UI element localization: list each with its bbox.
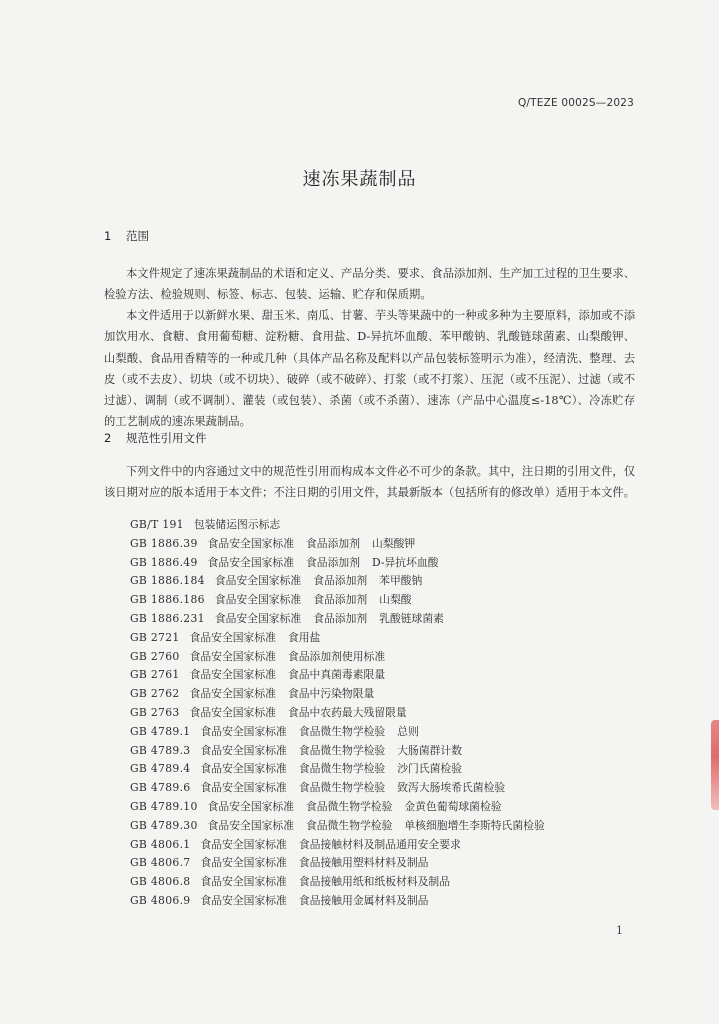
reference-code: GB 4806.1 xyxy=(130,837,191,851)
document-title: 速冻果蔬制品 xyxy=(302,169,417,190)
reference-code: GB 2762 xyxy=(130,687,180,701)
reference-title: 食品安全国家标准 xyxy=(189,649,276,663)
reference-sub: 食品添加剂使用标准 xyxy=(287,649,386,663)
reference-title: 食品安全国家标准 xyxy=(207,536,295,550)
reference-title: 食品安全国家标准 xyxy=(189,630,276,644)
reference-title: 食品安全国家标准 xyxy=(200,875,287,889)
reference-sub: 食品微生物学检验 xyxy=(298,724,386,738)
reference-code: GB 4789.4 xyxy=(130,762,191,776)
reference-item: 大肠菌群计数 xyxy=(397,743,463,757)
reference-sub: 食品接触用金属材料及制品 xyxy=(298,893,429,907)
reference-code: GB 4789.10 xyxy=(130,799,198,813)
reference-title: 食品安全国家标准 xyxy=(200,743,287,757)
reference-title: 食品安全国家标准 xyxy=(207,555,295,569)
reference-item: 沙门氏菌检验 xyxy=(397,762,463,776)
reference-title: 食品安全国家标准 xyxy=(214,593,302,607)
reference-code: GB 2761 xyxy=(130,668,180,682)
reference-sub: 食用盐 xyxy=(287,630,321,644)
reference-item xyxy=(130,685,557,704)
reference-item: 山梨酸 xyxy=(379,593,412,607)
reference-sub: 食品接触材料及制品通用安全要求 xyxy=(298,837,461,851)
reference-code: GB/T 191 xyxy=(130,518,184,531)
paragraph: 下列文件中的内容通过文中的规范性引用而构成本文件必不可少的条款。其中，注日期的引用文件，仅该日期对应的版本适用于本文件；不注日期的引用文件，其最新版本（包括所有的修改单）适用于本文件。 xyxy=(104,465,635,500)
reference-list xyxy=(130,516,557,911)
reference-code: GB 4806.8 xyxy=(130,875,191,889)
reference-sub: 食品微生物学检验 xyxy=(306,818,393,832)
paragraph: 本文件适用于以新鲜水果、甜玉米、南瓜、甘薯、芋头等果蔬中的一种或多种为主要原料，添加或不添加饮用水、食糖、食用葡萄糖、淀粉糖、食用盐、D-异抗坏血酸、苯甲酸钠、乳酸链球菌素、山梨酸钾、山梨酸、食品用香精等的一种或几种（具体产品名称及配料以产品包装标签明示为准），经清洗、整理、去皮（或不去皮）、切块（或不切块）、破碎（或不破碎）、打浆（或不打浆）、压泥（或不压泥）、过滤（或不过滤）、调制（或不调制）、灌装（或包装）、杀菌（或不杀菌）、速冻（产品中心温度≤-18℃）、冷冻贮存的工艺制成的速冻果蔬制品。 xyxy=(104,309,635,429)
reference-code: GB 2760 xyxy=(130,649,180,663)
reference-title: 食品安全国家标准 xyxy=(189,668,276,682)
reference-sub: 食品微生物学检验 xyxy=(298,762,386,776)
reference-title: 包装储运图示标志 xyxy=(193,518,281,531)
section-number: 2 xyxy=(104,431,112,445)
section-1-heading xyxy=(104,228,149,244)
reference-sub: 食品添加剂 xyxy=(313,593,368,607)
reference-item: 山梨酸钾 xyxy=(372,536,416,550)
reference-sub: 食品微生物学检验 xyxy=(298,743,386,757)
reference-sub: 食品添加剂 xyxy=(313,611,368,625)
reference-code: GB 1886.39 xyxy=(130,536,198,550)
reference-item xyxy=(130,798,557,817)
reference-item xyxy=(130,854,557,873)
reference-title: 食品安全国家标准 xyxy=(200,781,287,795)
reference-item xyxy=(130,629,557,648)
reference-code: GB 1886.231 xyxy=(130,611,205,625)
reference-sub: 食品中农药最大残留限量 xyxy=(287,705,407,719)
reference-item xyxy=(130,666,557,685)
reference-title: 食品安全国家标准 xyxy=(200,837,287,851)
reference-item: 单核细胞增生李斯特氏菌检验 xyxy=(404,818,545,832)
reference-code: GB 4789.1 xyxy=(130,724,191,738)
reference-code: GB 4789.3 xyxy=(130,743,191,757)
section-title: 范围 xyxy=(126,229,149,243)
reference-item xyxy=(130,572,557,591)
reference-sub: 食品添加剂 xyxy=(313,574,368,588)
reference-item xyxy=(130,742,557,761)
reference-title: 食品安全国家标准 xyxy=(214,574,302,588)
reference-item: 金黄色葡萄球菌检验 xyxy=(404,799,502,813)
reference-sub: 食品微生物学检验 xyxy=(306,799,393,813)
reference-item xyxy=(130,554,557,573)
reference-item xyxy=(130,760,557,779)
reference-item xyxy=(130,516,557,535)
reference-code: GB 4789.30 xyxy=(130,818,198,832)
reference-title: 食品安全国家标准 xyxy=(200,856,287,870)
reference-sub: 食品接触用塑料材料及制品 xyxy=(298,856,429,870)
reference-item: 致泻大肠埃希氏菌检验 xyxy=(397,781,506,795)
reference-item: 乳酸链球菌素 xyxy=(379,611,444,625)
reference-title: 食品安全国家标准 xyxy=(200,724,287,738)
reference-item xyxy=(130,535,557,554)
section-2-heading xyxy=(104,430,207,446)
paragraph: 本文件规定了速冻果蔬制品的术语和定义、产品分类、要求、食品添加剂、生产加工过程的卫生要求、检验方法、检验规则、标签、标志、包装、运输、贮存和保质期。 xyxy=(104,267,635,302)
reference-title: 食品安全国家标准 xyxy=(200,893,287,907)
reference-code: GB 1886.186 xyxy=(130,593,205,607)
reference-code: GB 1886.49 xyxy=(130,555,198,569)
reference-item xyxy=(130,723,557,742)
reference-sub: 食品接触用纸和纸板材料及制品 xyxy=(298,875,451,889)
reference-item xyxy=(130,591,557,610)
reference-code: GB 4806.9 xyxy=(130,893,191,907)
reference-item xyxy=(130,610,557,629)
page-number: 1 xyxy=(616,924,623,937)
reference-title: 食品安全国家标准 xyxy=(207,818,295,832)
reference-sub: 食品中真菌毒素限量 xyxy=(287,668,386,682)
reference-title: 食品安全国家标准 xyxy=(189,705,276,719)
reference-code: GB 2763 xyxy=(130,705,180,719)
reference-title: 食品安全国家标准 xyxy=(214,611,302,625)
reference-sub: 食品添加剂 xyxy=(306,555,360,569)
reference-item: 总则 xyxy=(397,724,419,738)
reference-title: 食品安全国家标准 xyxy=(200,762,287,776)
reference-item: D-异抗坏血酸 xyxy=(372,555,439,569)
reference-code: GB 4806.7 xyxy=(130,856,191,870)
reference-code: GB 2721 xyxy=(130,630,180,644)
reference-item xyxy=(130,817,557,836)
reference-item xyxy=(130,648,557,667)
reference-sub: 食品中污染物限量 xyxy=(287,687,375,701)
reference-item: 苯甲酸钠 xyxy=(379,574,423,588)
reference-title: 食品安全国家标准 xyxy=(207,799,295,813)
reference-code: GB 1886.184 xyxy=(130,574,205,588)
seal-stamp-edge xyxy=(711,720,719,810)
reference-item xyxy=(130,704,557,723)
section-title: 规范性引用文件 xyxy=(126,431,207,445)
reference-code: GB 4789.6 xyxy=(130,781,191,795)
reference-title: 食品安全国家标准 xyxy=(189,687,276,701)
reference-item xyxy=(130,873,557,892)
reference-item xyxy=(130,892,557,911)
document-code: Q/TEZE 0002S—2023 xyxy=(517,97,634,109)
section-number: 1 xyxy=(104,229,112,243)
reference-sub: 食品添加剂 xyxy=(306,536,360,550)
reference-item xyxy=(130,836,557,855)
reference-item xyxy=(130,779,557,798)
reference-sub: 食品微生物学检验 xyxy=(298,781,386,795)
